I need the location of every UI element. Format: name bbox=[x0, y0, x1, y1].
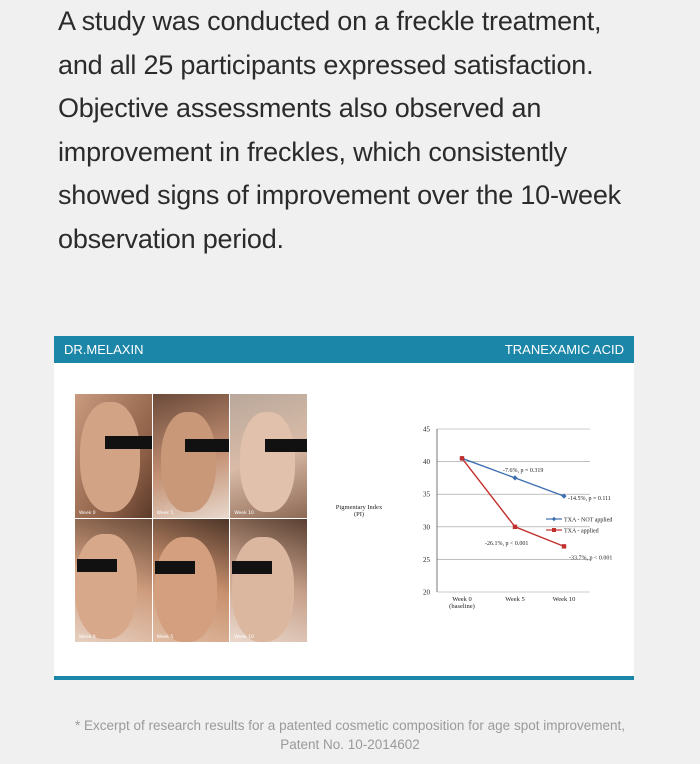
data-annotation: -14.5%, p = 0.111 bbox=[568, 496, 611, 503]
data-point bbox=[460, 456, 464, 460]
intro-line: improvement in freckles, which consistently bbox=[58, 136, 568, 167]
photo-label: Week 5 bbox=[156, 635, 174, 640]
pigmentary-index-chart bbox=[322, 421, 622, 621]
y-tick-label: 35 bbox=[423, 490, 430, 499]
data-point bbox=[513, 525, 517, 529]
data-point bbox=[562, 544, 566, 548]
legend-marker bbox=[552, 528, 556, 532]
ingredient-name: TRANEXAMIC ACID bbox=[504, 342, 624, 357]
photo-label: Week 10 bbox=[234, 635, 254, 640]
data-annotation: -33.7%, p < 0.001 bbox=[569, 555, 613, 562]
intro-line: and all 25 participants expressed satisfaction. bbox=[58, 49, 594, 80]
intro-line: observation period. bbox=[58, 223, 284, 254]
footnote-line: * Excerpt of research results for a patented cosmetic composition for age spot improvement, bbox=[74, 718, 625, 733]
face-photo bbox=[230, 394, 307, 518]
intro-line: Objective assessments also observed an bbox=[58, 93, 542, 123]
x-tick-label: Week 0 bbox=[452, 596, 472, 603]
data-annotation: -26.1%, p < 0.001 bbox=[485, 540, 529, 547]
legend-marker bbox=[552, 517, 556, 521]
photo-label: Week 0 bbox=[79, 635, 96, 640]
y-tick-label: 30 bbox=[423, 523, 430, 532]
x-tick-label: Week 5 bbox=[505, 596, 525, 603]
face-photo bbox=[75, 519, 152, 643]
face-photo bbox=[75, 394, 152, 518]
footnote-line: Patent No. 10-2014602 bbox=[280, 737, 420, 752]
data-annotation: -7.6%, p = 0.319 bbox=[503, 467, 544, 474]
y-axis-label: (PI) bbox=[353, 511, 365, 518]
photo-label: Week 10 bbox=[234, 510, 254, 516]
study-card bbox=[54, 336, 634, 680]
before-after-photos bbox=[75, 394, 307, 642]
face-photo bbox=[153, 394, 230, 518]
y-tick-label: 40 bbox=[423, 458, 430, 467]
photo-label: Week 5 bbox=[156, 510, 174, 516]
brand-name: DR.MELAXIN bbox=[64, 342, 144, 357]
y-tick-label: 25 bbox=[423, 555, 430, 564]
legend-label: TXA - NOT applied bbox=[564, 517, 613, 524]
card-header bbox=[54, 336, 634, 363]
face-photo bbox=[153, 519, 230, 643]
face-photo bbox=[230, 519, 307, 643]
x-tick-label: (baseline) bbox=[449, 603, 475, 610]
legend-label: TXA - applied bbox=[564, 528, 599, 535]
x-tick-label: Week 10 bbox=[552, 596, 576, 603]
data-point bbox=[512, 475, 517, 480]
footnote bbox=[0, 716, 700, 754]
photo-label: Week 0 bbox=[79, 510, 96, 516]
intro-line: showed signs of improvement over the 10-week bbox=[58, 180, 621, 210]
intro-text bbox=[58, 0, 678, 261]
intro-line: A study was conducted on a freckle treatment, bbox=[58, 6, 602, 36]
y-tick-label: 45 bbox=[423, 425, 430, 434]
y-axis-label: Pigmentary Index bbox=[335, 504, 383, 511]
y-tick-label: 20 bbox=[423, 588, 430, 597]
